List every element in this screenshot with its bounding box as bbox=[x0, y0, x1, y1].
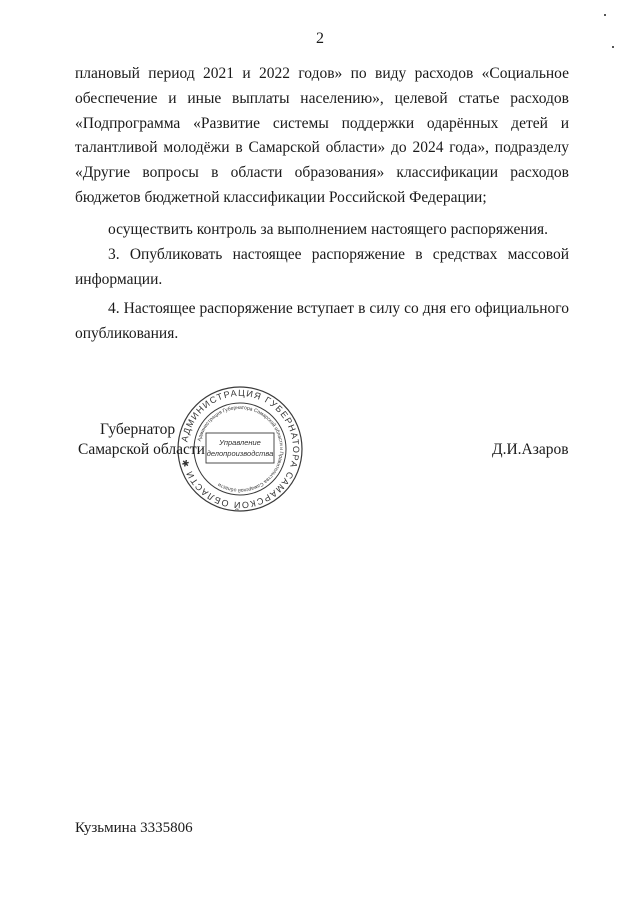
paragraph-effective-date: 4. Настоящее распоряжение вступает в силу со дня его официального опубликования. bbox=[75, 300, 569, 342]
svg-text:АДМИНИСТРАЦИЯ ГУБЕРНАТОРА САМА: АДМИНИСТРАЦИЯ ГУБЕРНАТОРА САМАРСКОЙ ОБЛАСТИ ✱ bbox=[179, 387, 302, 511]
signatory-title-line1: Губернатор bbox=[100, 421, 176, 438]
svg-text:делопроизводства: делопроизводства bbox=[206, 449, 274, 458]
paragraph-budget-classification: плановый период 2021 и 2022 годов» по виду расходов «Социальное обеспечение и иные выплаты населению», целевой статье расходов «Подпрограмма «Развитие системы поддержки одарённых детей и талантливой молодёжи в Самарской области» до 2024 года», подразделу «Другие вопросы в области образования» классификации расходов бюджетов бюджетной классификации Российской Федерации; bbox=[75, 65, 569, 206]
signatory-name: Д.И.Азаров bbox=[492, 441, 569, 458]
paragraph-control: осуществить контроль за выполнением настоящего распоряжения. bbox=[108, 221, 549, 238]
page-number: 2 bbox=[316, 30, 324, 47]
svg-text:Управление: Управление bbox=[219, 438, 261, 447]
signatory-title-line2: Самарской области bbox=[78, 441, 205, 458]
paragraph-publish: 3. Опубликовать настоящее распоряжение в средствах массовой информации. bbox=[75, 246, 569, 288]
scan-artifact bbox=[612, 46, 614, 48]
executor-contact: Кузьмина 3335806 bbox=[75, 820, 193, 836]
scan-artifact bbox=[604, 14, 606, 16]
svg-text:Администрация Губернатора Сама: Администрация Губернатора Самарской области и Правительства Самарской области bbox=[196, 404, 285, 494]
